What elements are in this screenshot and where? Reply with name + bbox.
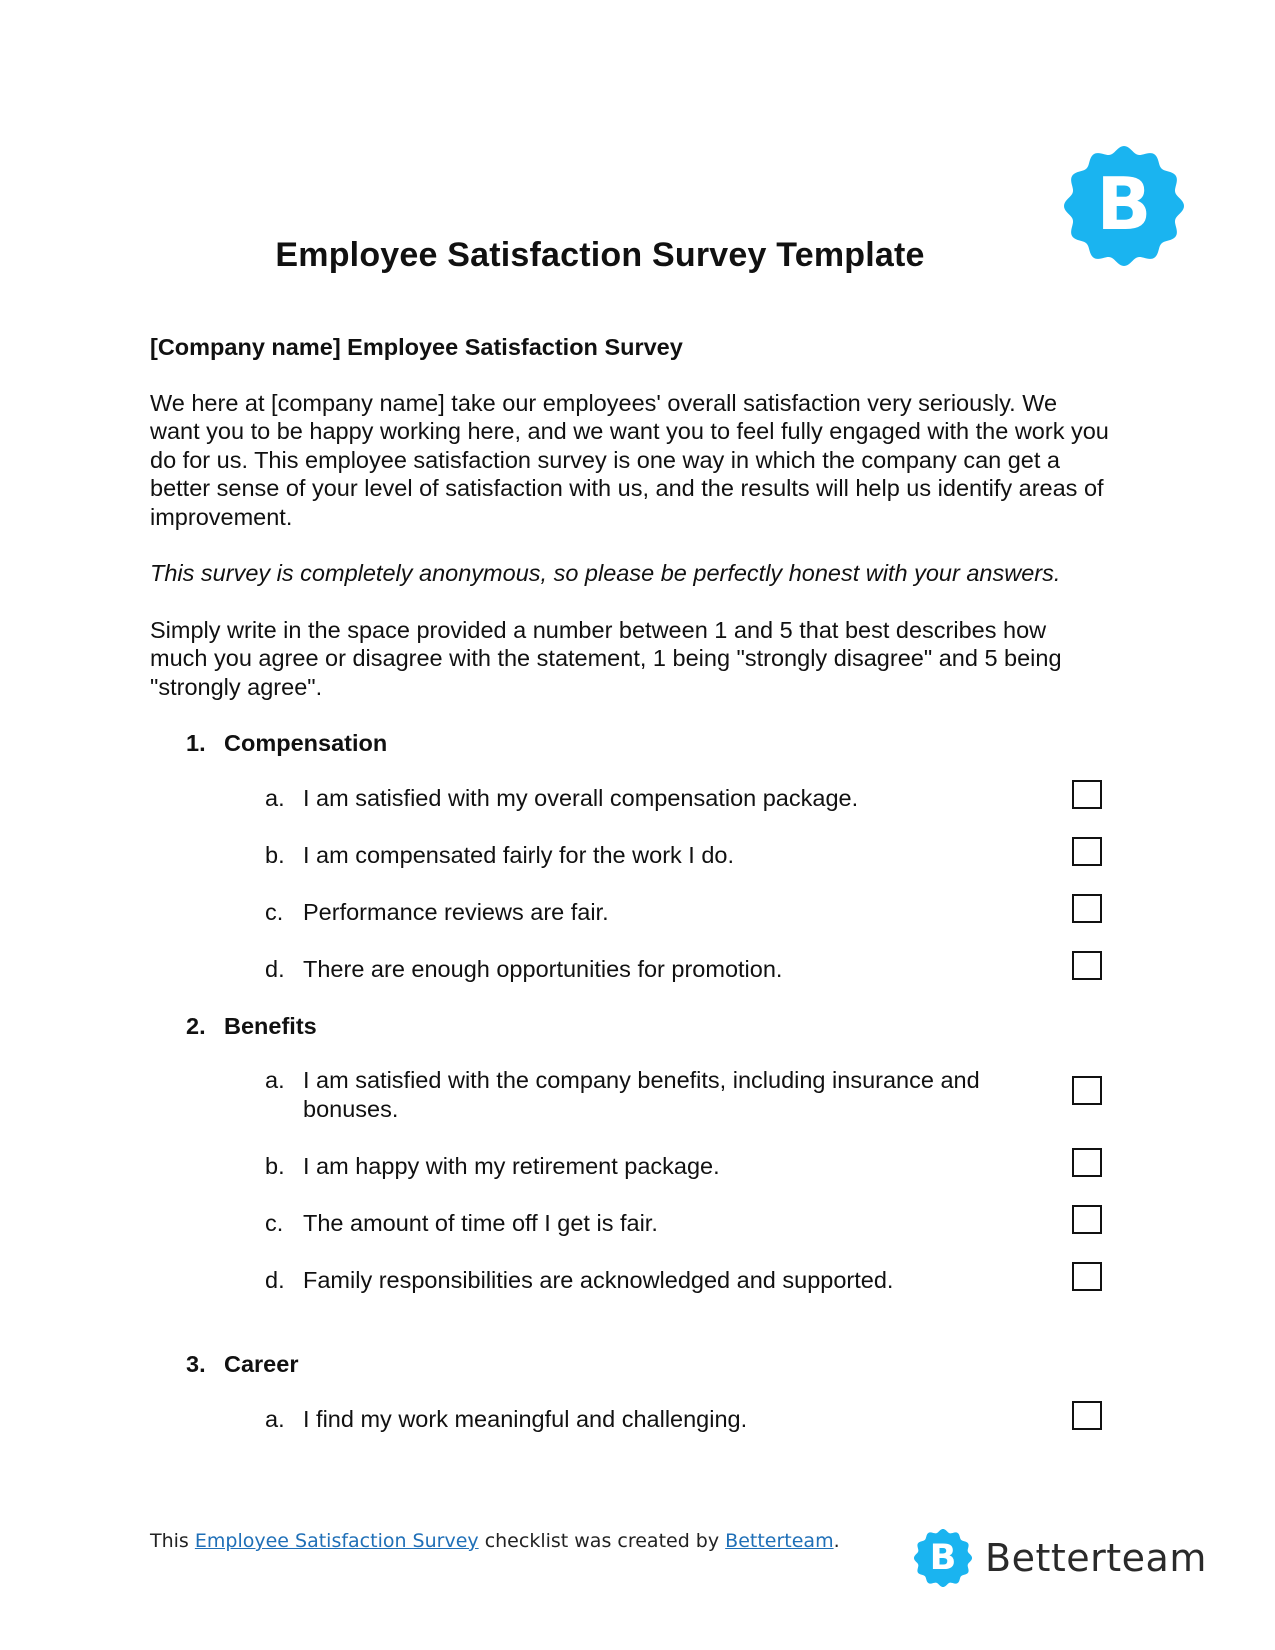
question-letter: c. <box>265 1209 284 1236</box>
question-text: I am satisfied with the company benefits, including insurance and bonuses. <box>303 1067 980 1122</box>
anonymous-note: This survey is completely anonymous, so please be perfectly honest with your answers. <box>150 560 1061 586</box>
answer-checkbox[interactable] <box>1072 894 1102 923</box>
section-heading <box>150 1350 1150 1379</box>
footer-brand <box>913 1528 1207 1588</box>
answer-checkbox[interactable] <box>1072 1401 1102 1430</box>
question-text: I am happy with my retirement package. <box>303 1152 720 1179</box>
question-text: Family responsibilities are acknowledged and supported. <box>303 1266 894 1293</box>
section-number: 1. <box>186 730 206 756</box>
question-list <box>150 1066 1150 1294</box>
question-letter: c. <box>265 898 284 925</box>
footer-middle: checklist was created by <box>478 1530 726 1552</box>
question-item <box>150 841 1150 870</box>
logo-letter: B <box>929 1538 957 1579</box>
question-letter: b. <box>265 841 285 868</box>
answer-checkbox[interactable] <box>1072 951 1102 980</box>
section-number: 2. <box>186 1012 206 1039</box>
answer-checkbox[interactable] <box>1072 1148 1102 1177</box>
answer-checkbox[interactable] <box>1072 780 1102 809</box>
answer-checkbox[interactable] <box>1072 1262 1102 1291</box>
section-compensation <box>150 729 1150 983</box>
brand-name: Betterteam <box>985 1536 1207 1580</box>
question-item <box>150 1066 1150 1123</box>
survey-subtitle: [Company name] Employee Satisfaction Survey <box>150 334 683 360</box>
page-title: Employee Satisfaction Survey Template <box>275 236 925 274</box>
question-item <box>150 1405 1150 1434</box>
footer-suffix: . <box>833 1530 840 1552</box>
section-heading <box>150 1012 1150 1041</box>
section-heading <box>150 729 1150 758</box>
question-text: I find my work meaningful and challenging. <box>303 1405 748 1432</box>
question-item <box>150 898 1150 927</box>
betterteam-link[interactable]: Betterteam <box>725 1530 834 1552</box>
footer-credit <box>150 1530 840 1552</box>
question-letter: a. <box>265 784 285 811</box>
intro-paragraph: We here at [company name] take our employees' overall satisfaction very seriously. We want you to be happy working here, and we want you to feel fully engaged with the work you do for us. This employee satisfaction survey is one way in which the company can get a better sense of your level of satisfaction with us, and the results will help us identify areas of improvement. <box>150 389 1109 530</box>
section-career <box>150 1350 1150 1433</box>
question-text: Performance reviews are fair. <box>303 898 609 925</box>
question-item <box>150 1152 1150 1181</box>
question-text: I am satisfied with my overall compensation package. <box>303 784 859 811</box>
answer-checkbox[interactable] <box>1072 1076 1102 1105</box>
survey-link[interactable]: Employee Satisfaction Survey <box>194 1530 479 1552</box>
question-letter: a. <box>265 1067 285 1093</box>
question-letter: d. <box>265 955 285 982</box>
section-number: 3. <box>186 1351 206 1377</box>
question-item <box>150 784 1150 813</box>
question-item <box>150 955 1150 984</box>
question-letter: a. <box>265 1405 285 1432</box>
section-title: Benefits <box>224 1012 317 1039</box>
footer-prefix: This <box>150 1530 195 1552</box>
survey-body <box>150 333 1150 1462</box>
question-list <box>150 784 1150 984</box>
question-text: I am compensated fairly for the work I do. <box>303 841 735 868</box>
question-list <box>150 1405 1150 1434</box>
section-benefits <box>150 1012 1150 1295</box>
question-letter: d. <box>265 1266 285 1293</box>
question-letter: b. <box>265 1152 285 1179</box>
question-item <box>150 1266 1150 1295</box>
question-text: There are enough opportunities for promotion. <box>303 955 783 982</box>
question-text: The amount of time off I get is fair. <box>303 1209 658 1236</box>
question-item <box>150 1209 1150 1238</box>
instructions-paragraph: Simply write in the space provided a number between 1 and 5 that best describes how much you agree or disagree with the statement, 1 being "strongly disagree" and 5 being "strongly agree". <box>150 616 1062 700</box>
answer-checkbox[interactable] <box>1072 837 1102 866</box>
section-title: Compensation <box>224 730 388 756</box>
logo-b-icon <box>913 1528 973 1588</box>
logo-letter: B <box>1096 162 1152 246</box>
answer-checkbox[interactable] <box>1072 1205 1102 1234</box>
section-title: Career <box>224 1351 299 1377</box>
